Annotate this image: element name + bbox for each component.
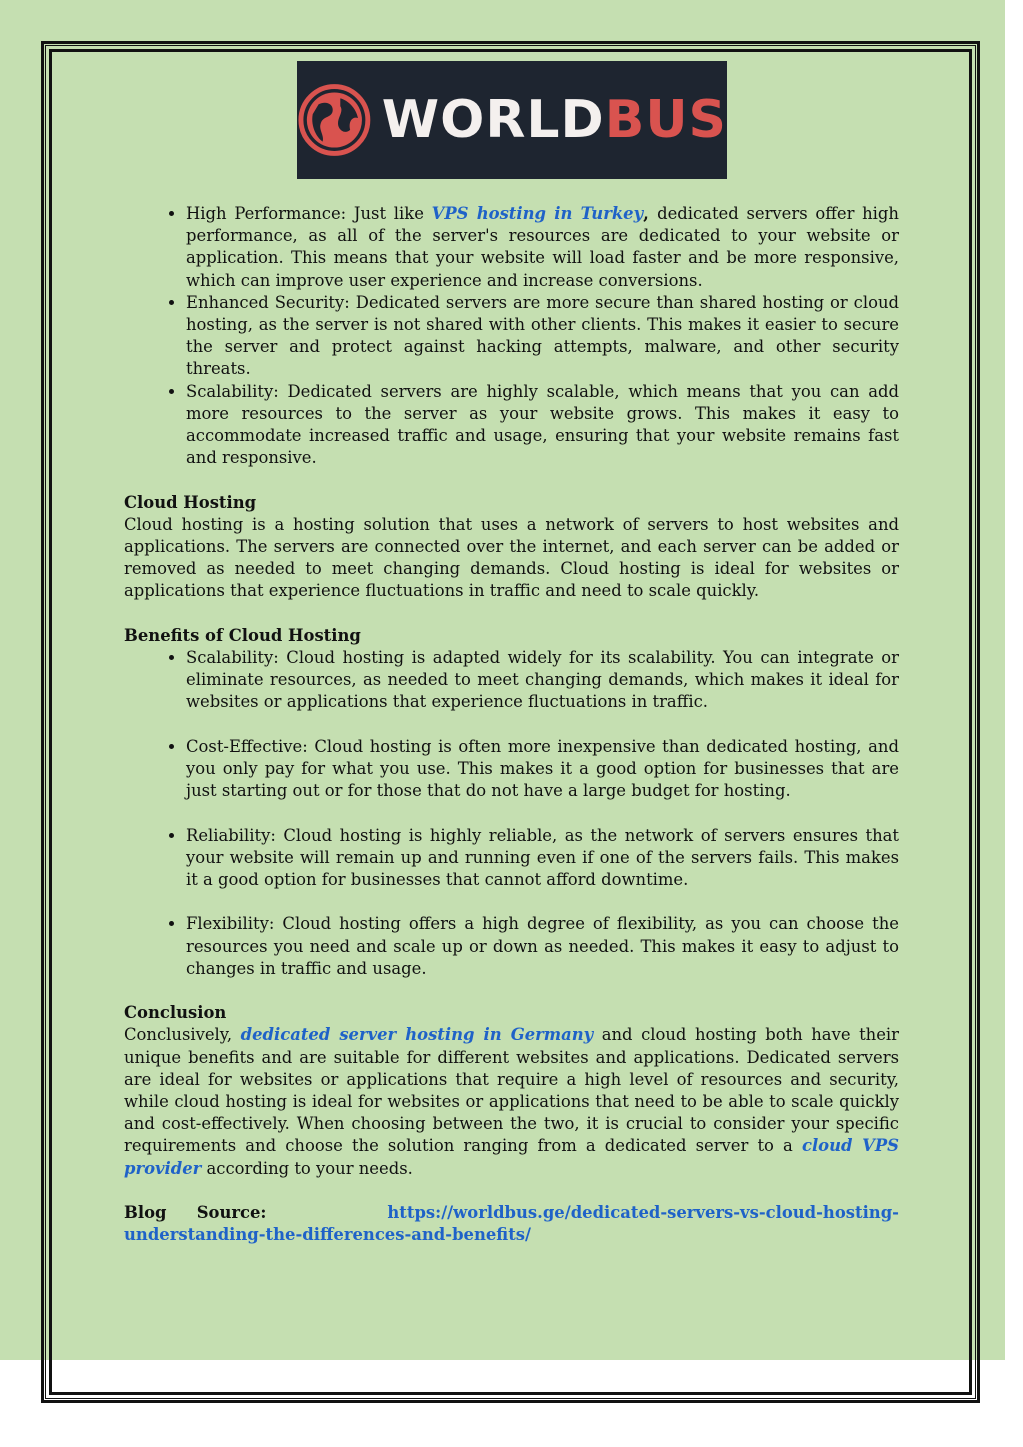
conclusion-text: Conclusively, <box>124 1025 241 1045</box>
vps-hosting-turkey-link[interactable]: VPS hosting in Turkey <box>431 204 644 223</box>
list-item: • Flexibility: Cloud hosting offers a high degree of flexibility, as you can choose the resources you need and scale up or down as needed. This makes it easy to adjust to changes in traffic and usage. <box>186 913 899 980</box>
list-item <box>186 203 899 292</box>
conclusion-paragraph <box>124 1024 899 1179</box>
logo-word-bus: BUS <box>604 90 727 150</box>
cloud-benefits-heading: Benefits of Cloud Hosting <box>124 625 361 645</box>
blog-source-label: Blog Source: <box>124 1203 267 1223</box>
cloud-benefits-list <box>124 647 899 980</box>
logo-word-world: WORLD <box>381 90 605 150</box>
list-item: • Cost-Effective: Cloud hosting is often more inexpensive than dedicated hosting, and you only pay for what you use. This makes it a good option for businesses that are just starting out or for those that do not have a large budget for hosting. <box>186 736 899 803</box>
globe-icon <box>297 82 372 158</box>
logo-wordmark <box>382 90 727 150</box>
document-body <box>124 203 899 1246</box>
benefit-text: dedicated servers offer high performance, as all of the server's resources are dedicated to your website or application. This means that your website will load faster and be more responsive, which can improve user experience and increase conversions. <box>186 204 899 290</box>
conclusion-text: and cloud hosting both have their unique benefits and are suitable for different websites and applications. Dedicated servers are ideal for websites or applications that require a high level of resources and security, while cloud hosting is ideal for websites or applications that need to be able to scale quickly and cost-effectively. When choosing between the two, it is crucial to consider your specific requirements and choose the solution ranging from a dedicated server to a <box>124 1025 899 1156</box>
conclusion-heading: Conclusion <box>124 1003 227 1023</box>
list-item: • Enhanced Security: Dedicated servers are more secure than shared hosting or cloud hosting, as the server is not shared with other clients. This makes it easier to secure the server and protect against hacking attempts, malware, and other security threats. <box>186 292 899 381</box>
blog-source <box>124 1202 899 1246</box>
dedicated-server-germany-link[interactable]: dedicated server hosting in Germany <box>240 1025 594 1045</box>
blog-source-link[interactable]: https://worldbus.ge/dedicated-servers-vs-cloud-hosting-understanding-the-differences-and-benefits/ <box>124 1203 899 1245</box>
cloud-hosting-heading: Cloud Hosting <box>124 492 257 512</box>
benefit-text: High Performance: Just like <box>186 204 432 223</box>
worldbus-logo <box>297 61 727 179</box>
link-punctuation: , <box>643 204 658 223</box>
conclusion-text: according to your needs. <box>201 1158 413 1178</box>
cloud-vps-provider-link[interactable]: cloud VPS provider <box>124 1136 899 1178</box>
dedicated-benefits-list <box>124 203 899 469</box>
list-item: • Scalability: Dedicated servers are highly scalable, which means that you can add more resources to the server as your website grows. This makes it easy to accommodate increased traffic and usage, ensuring that your website remains fast and responsive. <box>186 381 899 470</box>
cloud-hosting-paragraph: Cloud hosting is a hosting solution that uses a network of servers to host websites and applications. The servers are connected over the internet, and each server can be added or removed as needed to meet changing demands. Cloud hosting is ideal for websites or applications that experience fluctuations in traffic and need to scale quickly. <box>124 514 899 601</box>
list-item: • Reliability: Cloud hosting is highly reliable, as the network of servers ensures that your website will remain up and running even if one of the servers fails. This makes it a good option for businesses that cannot afford downtime. <box>186 825 899 892</box>
list-item: • Scalability: Cloud hosting is adapted widely for its scalability. You can integrate or eliminate resources, as needed to meet changing demands, which makes it ideal for websites or applications that experience fluctuations in traffic. <box>186 647 899 714</box>
